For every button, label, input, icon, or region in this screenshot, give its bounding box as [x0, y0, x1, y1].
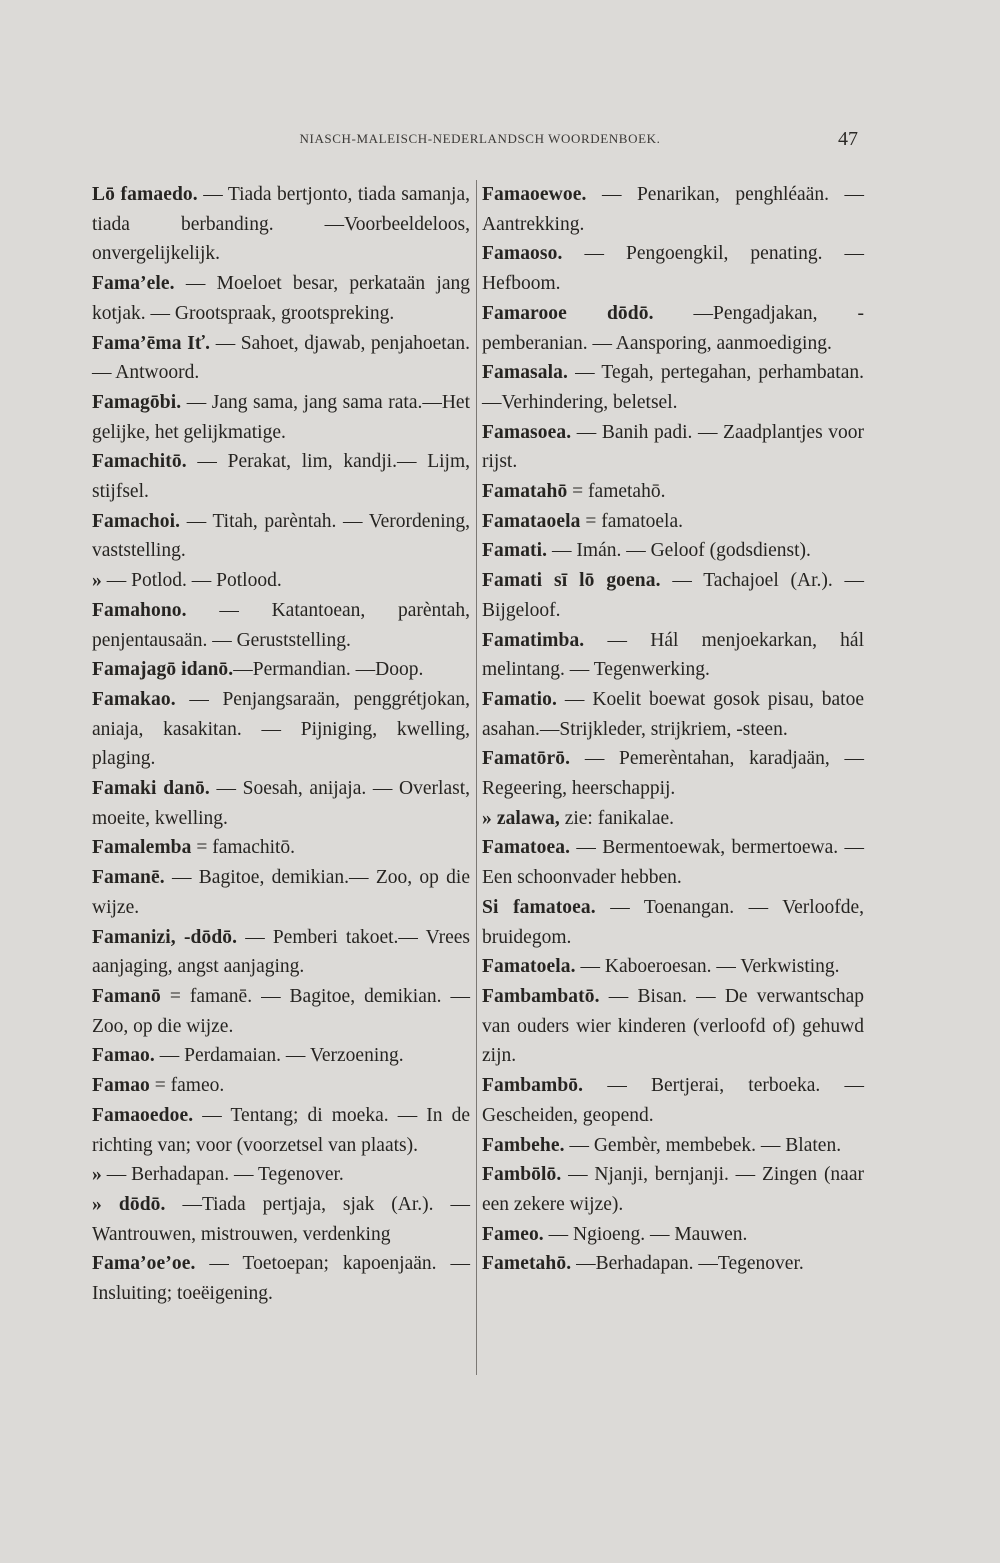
dictionary-entry — [482, 358, 864, 417]
entry-definition: — Kaboeroesan. — Verkwisting. — [575, 956, 840, 978]
dictionary-entry — [92, 269, 470, 328]
entry-definition: — Pemerèntahan, karadjaän, — Regeering, heerschappij. — [482, 748, 864, 800]
entry-definition: — Bisan. — De verwantschap van ouders wier kinderen (verloofd of) gehuwd zijn. — [482, 985, 864, 1067]
dictionary-entry — [482, 507, 864, 537]
entry-headword: Famati. — [482, 540, 548, 562]
dictionary-entry — [92, 596, 470, 655]
entry-definition: — Tiada bertjonto, tiada samanja, tiada berbanding. —Voorbeeldeloos, onvergelijkelijk. — [92, 184, 470, 265]
left-column — [92, 180, 470, 1309]
entry-headword: Fameo. — [482, 1223, 544, 1245]
dictionary-entry — [482, 1071, 864, 1130]
entry-definition: — Bertjerai, terboeka. — Gescheiden, geopend. — [482, 1075, 864, 1126]
entry-definition: — Jang sama, jang sama rata.—Het gelijke, het gelijkmatige. — [92, 391, 470, 443]
entry-headword: Famatahō — [482, 481, 568, 503]
dictionary-entry — [92, 329, 470, 388]
entry-headword: Famatoea. — [482, 837, 571, 859]
entry-definition: — Sahoet, djawab, penjahoetan. — Antwoord. — [92, 332, 470, 384]
entry-headword: Famahono. — [92, 599, 187, 621]
entry-definition: — Titah, parèntah. — Verordening, vaststelling. — [92, 510, 470, 562]
dictionary-entry — [482, 1249, 864, 1279]
entry-definition: — Bagitoe, demikian.— Zoo, op die wijze. — [92, 867, 470, 918]
entry-definition: — Bermentoewak, bermertoewa. — Een schoonvader hebben. — [482, 837, 864, 889]
entry-headword: Famatōrō. — [482, 748, 571, 770]
entry-definition: — Pengoengkil, penating. — Hefboom. — [482, 243, 864, 295]
dictionary-entry — [482, 952, 864, 982]
entry-definition: — Ngioeng. — Mauwen. — [543, 1223, 748, 1245]
dictionary-entry — [92, 388, 470, 447]
dictionary-entry — [92, 774, 470, 833]
entry-definition: — Toenangan. — Verloofde, bruidegom. — [482, 896, 864, 948]
dictionary-entry — [92, 507, 470, 566]
entry-definition: —Permandian. —Doop. — [233, 659, 424, 681]
entry-headword: Famaoso. — [482, 243, 563, 265]
entry-headword: Famatimba. — [482, 629, 585, 651]
entry-headword: Lō famaedo. — [92, 184, 198, 205]
entry-headword: Famati sī lō goena. — [482, 570, 661, 592]
entry-definition: — Soesah, anijaja. — Overlast, moeite, kwelling. — [92, 778, 470, 829]
entry-headword: Famalemba — [92, 837, 192, 859]
entry-definition: — Njanji, bernjanji. — Zingen (naar een zekere wijze). — [482, 1164, 864, 1215]
page-number: 47 — [838, 128, 858, 150]
entry-definition: — Moeloet besar, perkataän jang kotjak. — Grootspraak, grootspreking. — [92, 273, 470, 324]
entry-headword: Famachoi. — [92, 510, 181, 532]
entry-headword: Famanizi, -dōdō. — [92, 926, 238, 948]
dictionary-entry — [92, 863, 470, 922]
entry-headword: Fambambatō. — [482, 985, 600, 1007]
dictionary-entry — [482, 1220, 864, 1250]
dictionary-entry — [92, 982, 470, 1041]
entry-headword: Famachitō. — [92, 451, 187, 473]
dictionary-entry — [92, 1190, 470, 1249]
entry-definition: = fametahō. — [567, 481, 666, 503]
entry-headword: Famatio. — [482, 688, 557, 710]
dictionary-entry — [482, 418, 864, 477]
dictionary-entry — [482, 1131, 864, 1161]
entry-definition: zie: fanikalae. — [559, 807, 675, 829]
entry-headword: Famajagō idanō. — [92, 659, 234, 681]
entry-headword: Famaoewoe. — [482, 184, 587, 205]
entry-headword: Fambōlō. — [482, 1164, 562, 1186]
entry-definition: = fameo. — [149, 1075, 225, 1097]
dictionary-entry — [482, 744, 864, 803]
entry-headword: Fambambō. — [482, 1075, 584, 1097]
dictionary-entry — [92, 1249, 470, 1308]
dictionary-entry — [482, 804, 864, 834]
entry-definition: —Pengadjakan, -pemberanian. — Aansporing, aanmoediging. — [482, 302, 864, 354]
entry-headword: Fametahō. — [482, 1253, 572, 1275]
dictionary-entry — [482, 685, 864, 744]
entry-definition: — Katantoean, parèntah, penjentausaän. — Geruststelling. — [92, 599, 470, 651]
entry-headword: Famao — [92, 1075, 150, 1097]
right-column — [482, 180, 864, 1279]
running-title: NIASCH-MALEISCH-NEDERLANDSCH WOORDENBOEK. — [299, 131, 661, 146]
dictionary-entry — [92, 447, 470, 506]
entry-headword: Famanō — [92, 985, 161, 1007]
column-divider — [476, 180, 477, 1375]
entry-headword: Si famatoea. — [482, 896, 596, 918]
entry-headword: Fama’ele. — [92, 273, 175, 295]
dictionary-entry — [482, 982, 864, 1071]
entry-headword: » — [92, 1164, 102, 1186]
entry-headword: Famakao. — [92, 688, 176, 710]
entry-headword: » dōdō. — [92, 1193, 166, 1215]
entry-definition: — Potlod. — Potlood. — [101, 570, 282, 592]
entry-definition: — Perdamaian. — Verzoening. — [154, 1045, 404, 1067]
entry-headword: Famagōbi. — [92, 391, 182, 413]
entry-definition: = famachitō. — [191, 837, 296, 859]
dictionary-entry — [92, 1160, 470, 1190]
entry-headword: Famao. — [92, 1045, 155, 1067]
entry-headword: Famasala. — [482, 362, 568, 384]
dictionary-entry — [482, 893, 864, 952]
dictionary-entry — [482, 299, 864, 358]
entry-headword: Famanē. — [92, 867, 165, 889]
entry-definition: — Koelit boewat gosok pisau, batoe asahan.—Strijkleder, strijkriem, -steen. — [482, 688, 864, 740]
dictionary-entry — [482, 566, 864, 625]
dictionary-entry — [92, 566, 470, 596]
dictionary-entry — [92, 655, 470, 685]
entry-definition: — Penarikan, penghléaän. — Aantrekking. — [482, 184, 864, 235]
entry-definition: — Tentang; di moeka. — In de richting van; voor (voorzetsel van plaats). — [92, 1104, 470, 1156]
entry-definition: — Pemberi takoet.— Vrees aanjaging, angst aanjaging. — [92, 926, 470, 978]
entry-definition: —Tiada pertjaja, sjak (Ar.). — Wantrouwen, mistrouwen, verdenking — [92, 1193, 470, 1245]
entry-definition: = famatoela. — [580, 510, 683, 532]
entry-definition: — Perakat, lim, kandji.— Lijm, stijfsel. — [92, 451, 470, 503]
entry-headword: Fama’ēma Iť. — [92, 332, 211, 354]
dictionary-entry — [482, 239, 864, 298]
dictionary-entry — [482, 180, 864, 239]
dictionary-entry — [482, 626, 864, 685]
entry-headword: » zalawa, — [482, 807, 560, 829]
entry-definition: — Gembèr, membebek. — Blaten. — [564, 1134, 842, 1156]
entry-headword: Famaoedoe. — [92, 1104, 194, 1126]
dictionary-entry — [92, 1041, 470, 1071]
entry-definition: — Penjangsaraän, penggrétjokan, aniaja, kasakitan. — Pijniging, kwelling, plaging. — [92, 688, 470, 770]
entry-definition: — Imán. — Geloof (godsdienst). — [547, 540, 811, 562]
entry-definition: — Tegah, pertegahan, perhambatan.—Verhindering, beletsel. — [482, 362, 864, 413]
entry-definition: —Berhadapan. —Tegenover. — [571, 1253, 804, 1275]
entry-headword: Famatoela. — [482, 956, 576, 978]
entry-headword: Fama’oe’oe. — [92, 1253, 196, 1275]
entry-headword: Famarooe dōdō. — [482, 302, 654, 324]
dictionary-entry — [482, 1160, 864, 1219]
entry-headword: Famaki danō. — [92, 778, 210, 800]
dictionary-entry — [482, 477, 864, 507]
entry-headword: Famataoela — [482, 510, 581, 532]
entry-definition: — Berhadapan. — Tegenover. — [101, 1164, 344, 1186]
entry-definition: — Hál menjoekarkan, hál melintang. — Tegenwerking. — [482, 629, 864, 681]
dictionary-entry — [92, 685, 470, 774]
entry-headword: Famasoea. — [482, 421, 572, 443]
entry-headword: » — [92, 570, 102, 592]
entry-definition: — Toetoepan; kapoenjaän. — Insluiting; toeëigening. — [92, 1253, 470, 1305]
dictionary-entry — [92, 833, 470, 863]
dictionary-entry — [92, 923, 470, 982]
entry-definition: = famanē. — Bagitoe, demikian. — Zoo, op die wijze. — [92, 985, 470, 1037]
dictionary-entry — [92, 180, 470, 269]
dictionary-entry — [482, 833, 864, 892]
dictionary-entry — [92, 1071, 470, 1101]
dictionary-entry — [482, 536, 864, 566]
entry-definition: — Banih padi. — Zaadplantjes voor rijst. — [482, 421, 864, 473]
entry-definition: — Tachajoel (Ar.). — Bijgeloof. — [482, 570, 865, 621]
dictionary-entry — [92, 1101, 470, 1160]
entry-headword: Fambehe. — [482, 1134, 565, 1156]
